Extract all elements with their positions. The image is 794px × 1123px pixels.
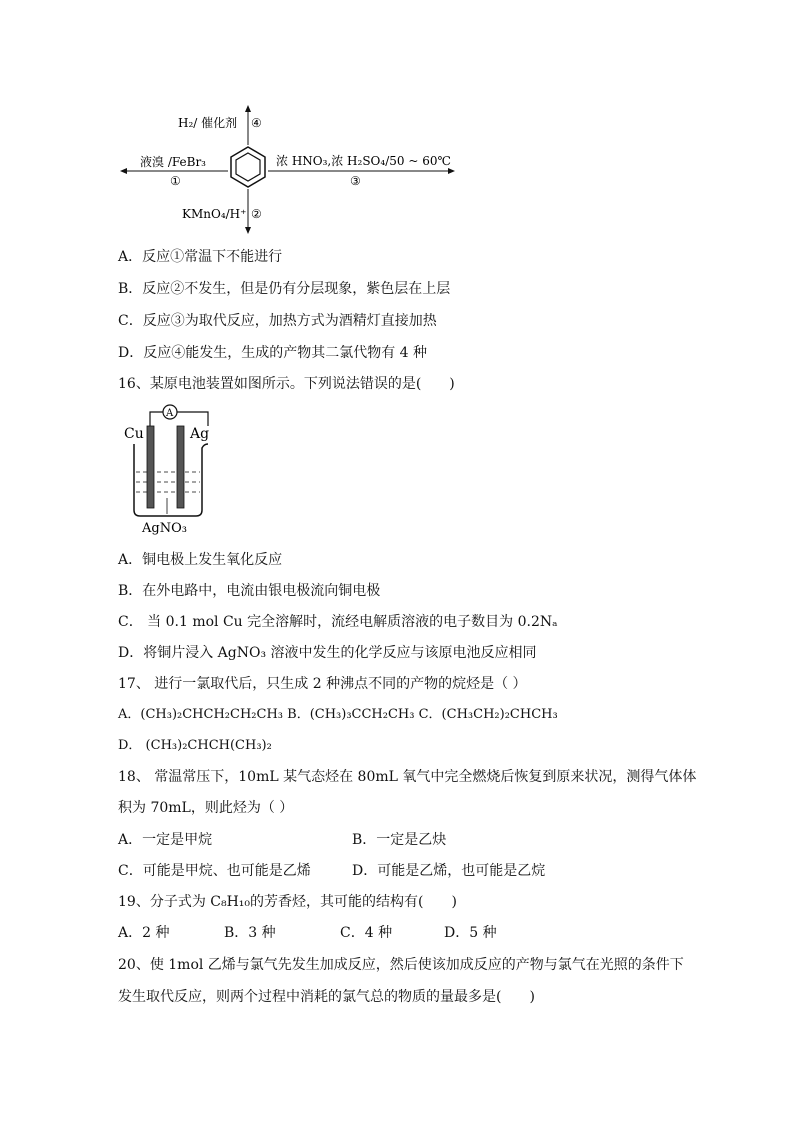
benzene-inner-ring	[236, 153, 260, 181]
q19-option-d: D．5 种	[444, 925, 497, 941]
q17-stem: 17、 进行一氯取代后，只生成 2 种沸点不同的产物的烷烃是（ ）	[118, 676, 527, 692]
q15-option-a: A．反应①常温下不能进行	[118, 249, 283, 265]
arrow-left-icon	[120, 168, 127, 174]
arrow-right-icon	[448, 168, 455, 174]
electrode-ag-label: Ag	[190, 426, 210, 442]
left-reagent: 液溴 /FeBr₃	[140, 155, 206, 169]
q19-option-b: B．3 种	[224, 925, 276, 941]
left-num: ①	[170, 174, 181, 188]
q18-stem-line1: 18、 常温常压下，10mL 某气态烃在 80mL 氧气中完全燃烧后恢复到原来状况，测得气体体	[118, 769, 697, 785]
ammeter-label: A	[166, 408, 174, 419]
bottom-num: ②	[251, 207, 262, 221]
solution-label: AgNO₃	[142, 521, 187, 536]
q19-option-c: C．4 种	[340, 925, 393, 941]
q18-option-c: C．可能是甲烷、也可能是乙烯	[118, 863, 311, 879]
top-num: ④	[251, 116, 262, 130]
q19-option-a: A．2 种	[118, 925, 170, 941]
copper-electrode	[147, 426, 154, 508]
q16-option-a: A．铜电极上发生氧化反应	[118, 552, 283, 568]
top-reagent: H₂/ 催化剂	[178, 116, 238, 130]
electrode-cu-label: Cu	[124, 426, 144, 442]
q17-options-line1: A．(CH₃)₂CHCH₂CH₂CH₃ B．(CH₃)₃CCH₂CH₃ C．(CH₃CH₂)₂CHCH₃	[118, 707, 558, 722]
q18-stem-line2: 积为 70mL，则此烃为（ ）	[118, 800, 294, 816]
q18-option-b: B．一定是乙炔	[352, 832, 447, 848]
q16-option-b: B．在外电路中，电流由银电极流向铜电极	[118, 583, 381, 599]
q20-stem-line1: 20、使 1mol 乙烯与氯气先发生加成反应，然后使该加成反应的产物与氯气在光照的条件下	[118, 957, 684, 973]
arrow-up-icon	[245, 105, 251, 112]
q15-option-c: C．反应③为取代反应，加热方式为酒精灯直接加热	[118, 313, 437, 329]
q19-stem: 19、分子式为 C₈H₁₀的芳香烃，其可能的结构有( )	[118, 894, 457, 910]
bottom-reagent: KMnO₄/H⁺	[182, 207, 247, 221]
q18-option-a: A．一定是甲烷	[118, 832, 213, 848]
q16-stem: 16、某原电池装置如图所示。下列说法错误的是( )	[118, 376, 455, 392]
q16-option-c: C． 当 0.1 mol Cu 完全溶解时，流经电解质溶液的电子数目为 0.2Nₐ	[118, 614, 558, 630]
galvanic-cell-diagram	[120, 402, 220, 537]
silver-electrode	[177, 426, 184, 508]
q17-options-line2: D． (CH₃)₂CHCH(CH₃)₂	[118, 738, 272, 753]
q15-option-d: D．反应④能发生，生成的产物其二氯代物有 4 种	[118, 345, 428, 361]
right-reagent: 浓 HNO₃,浓 H₂SO₄/50 ~ 60℃	[276, 154, 451, 168]
q20-stem-line2: 发生取代反应，则两个过程中消耗的氯气总的物质的量最多是( )	[118, 989, 535, 1005]
q16-option-d: D．将铜片浸入 AgNO₃ 溶液中发生的化学反应与该原电池反应相同	[118, 645, 537, 661]
q15-option-b: B．反应②不发生，但是仍有分层现象，紫色层在上层	[118, 281, 451, 297]
right-num: ③	[350, 174, 361, 188]
benzene-reaction-scheme	[110, 105, 470, 235]
arrow-down-icon	[245, 227, 251, 234]
q18-option-d: D．可能是乙烯，也可能是乙烷	[352, 863, 546, 879]
